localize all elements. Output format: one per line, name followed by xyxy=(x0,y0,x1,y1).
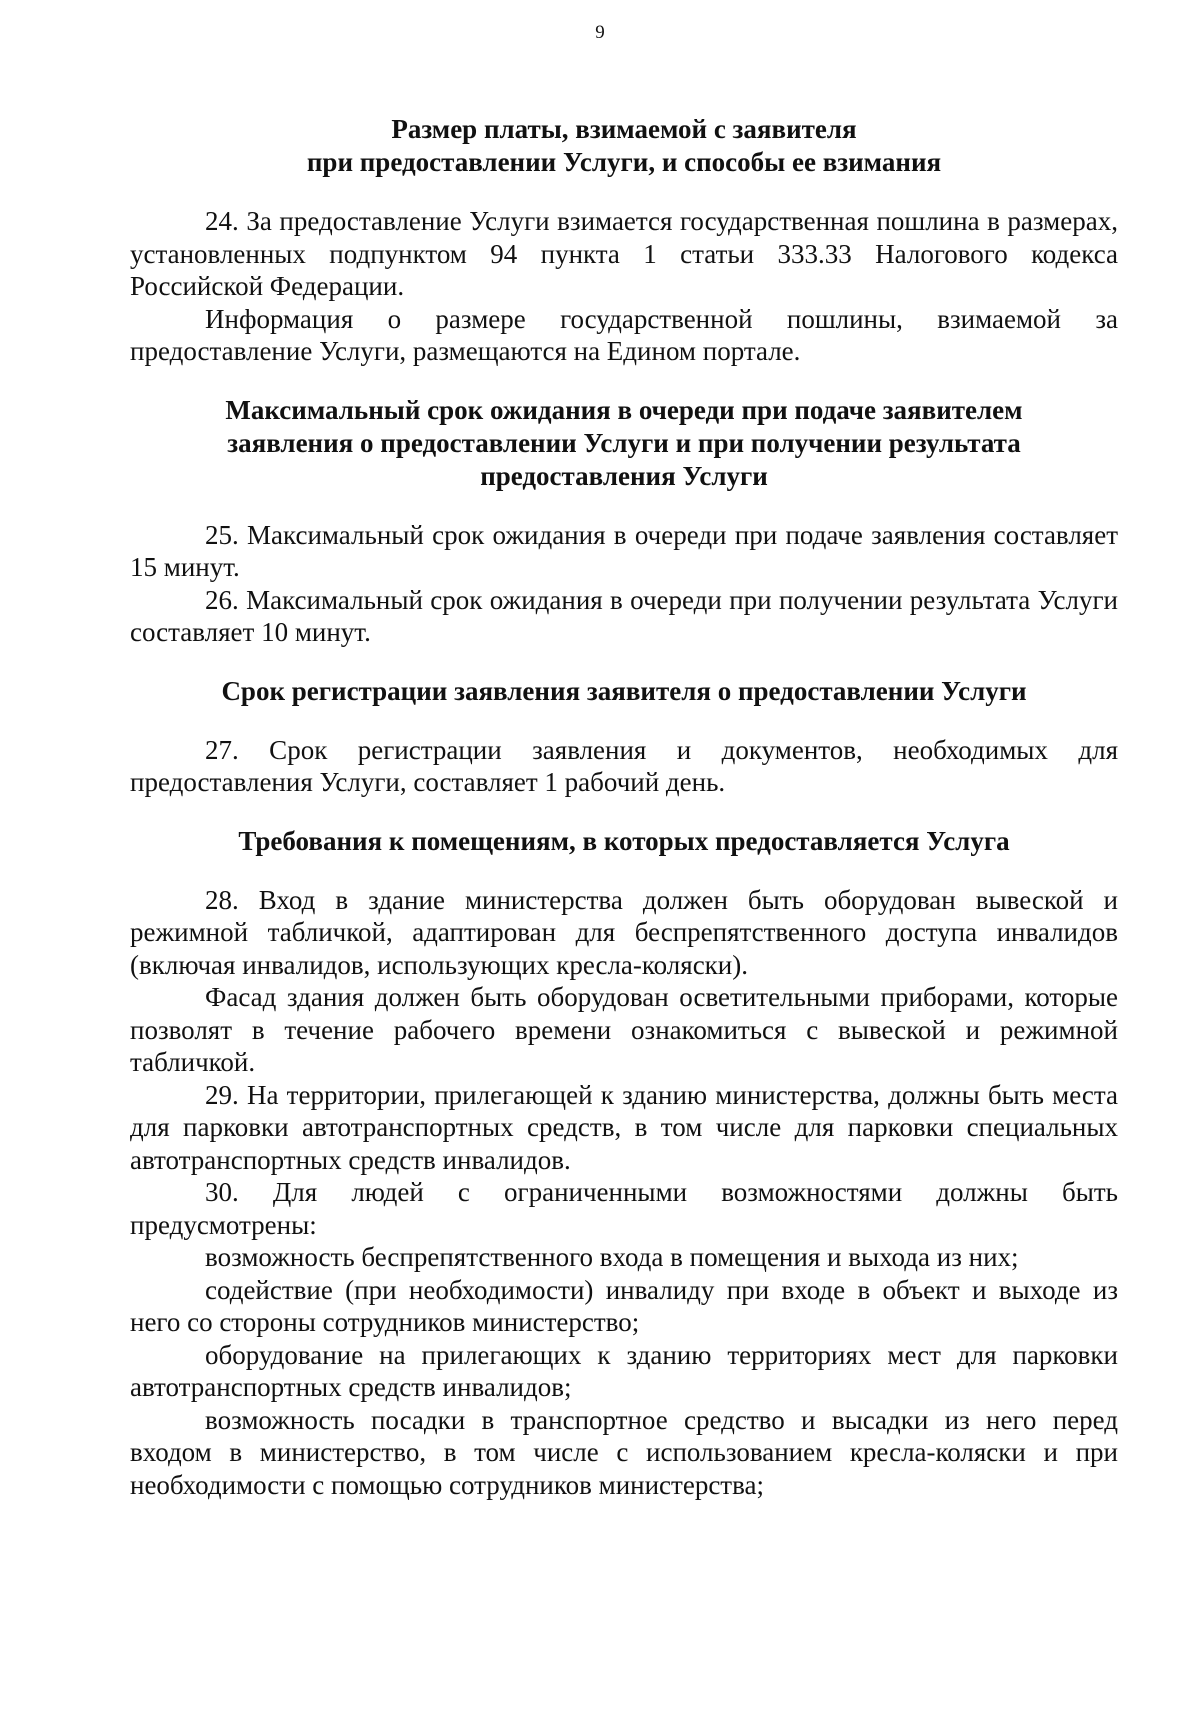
section-heading-premises xyxy=(130,825,1118,858)
heading-line: при предоставлении Услуги, и способы ее взимания xyxy=(306,147,942,177)
heading-line: Размер платы, взимаемой с заявителя xyxy=(391,114,857,144)
heading-line: заявления о предоставлении Услуги и при получении результата xyxy=(227,427,1021,458)
paragraph-facade: Фасад здания должен быть оборудован осветительными приборами, которые позволят в течение рабочего времени ознакомиться с вывеской и режимной табличкой. xyxy=(130,982,1118,1077)
section-heading-registration xyxy=(130,675,1118,708)
heading-line: Требования к помещениям, в которых предоставляется Услуга xyxy=(238,825,1010,856)
heading-line: Срок регистрации заявления заявителя о предоставлении Услуги xyxy=(221,675,1027,706)
list-item-parking: оборудование на прилегающих к зданию территориях мест для парковки автотранспортных средств инвалидов; xyxy=(130,1339,1118,1402)
heading-line: Максимальный срок ожидания в очереди при подаче заявителем xyxy=(225,394,1023,425)
paragraph-fee-info: Информация о размере государственной пошлины, взимаемой за предоставление Услуги, размещаются на Едином портале. xyxy=(130,303,1118,366)
paragraph-29: 29. На территории, прилегающей к зданию министерства, должны быть места для парковки автотранспортных средств, в том числе для парковки специальных автотранспортных средств инвалидов. xyxy=(130,1079,1118,1175)
paragraph-28: 28. Вход в здание министерства должен быть оборудован вывеской и режимной табличкой, адаптирован для беспрепятственного доступа инвалидов (включая инвалидов, использующих кресла-коляски). xyxy=(130,884,1118,980)
paragraph-24: 24. За предоставление Услуги взимается государственная пошлина в размерах, установленных подпунктом 94 пункта 1 статьи 333.33 Налогового кодекса Российской Федерации. xyxy=(130,206,1118,301)
heading-line: предоставления Услуги xyxy=(480,460,768,491)
list-item-assistance: содействие (при необходимости) инвалиду при входе в объект и выходе из него со стороны сотрудников министерство; xyxy=(130,1274,1118,1337)
paragraph-27: 27. Срок регистрации заявления и документов, необходимых для предоставления Услуги, составляет 1 рабочий день. xyxy=(130,734,1118,797)
paragraph-30: 30. Для людей с ограниченными возможностями должны быть предусмотрены: xyxy=(130,1177,1118,1240)
section-heading-fee xyxy=(130,113,1118,179)
section-heading-queue xyxy=(130,394,1118,493)
document-body xyxy=(130,113,1118,1501)
list-item-entrance: возможность беспрепятственного входа в помещения и выхода из них; xyxy=(205,1242,1019,1272)
paragraph-26: 26. Максимальный срок ожидания в очереди при получении результата Услуги составляет 10 минут. xyxy=(130,584,1118,647)
list-item-boarding: возможность посадки в транспортное средство и высадки из него перед входом в министерство, в том числе с использованием кресла-коляски и при необходимости с помощью сотрудников министерства; xyxy=(130,1404,1118,1500)
page-number: 9 xyxy=(595,22,605,43)
paragraph-25: 25. Максимальный срок ожидания в очереди при подаче заявления составляет 15 минут. xyxy=(130,519,1118,582)
